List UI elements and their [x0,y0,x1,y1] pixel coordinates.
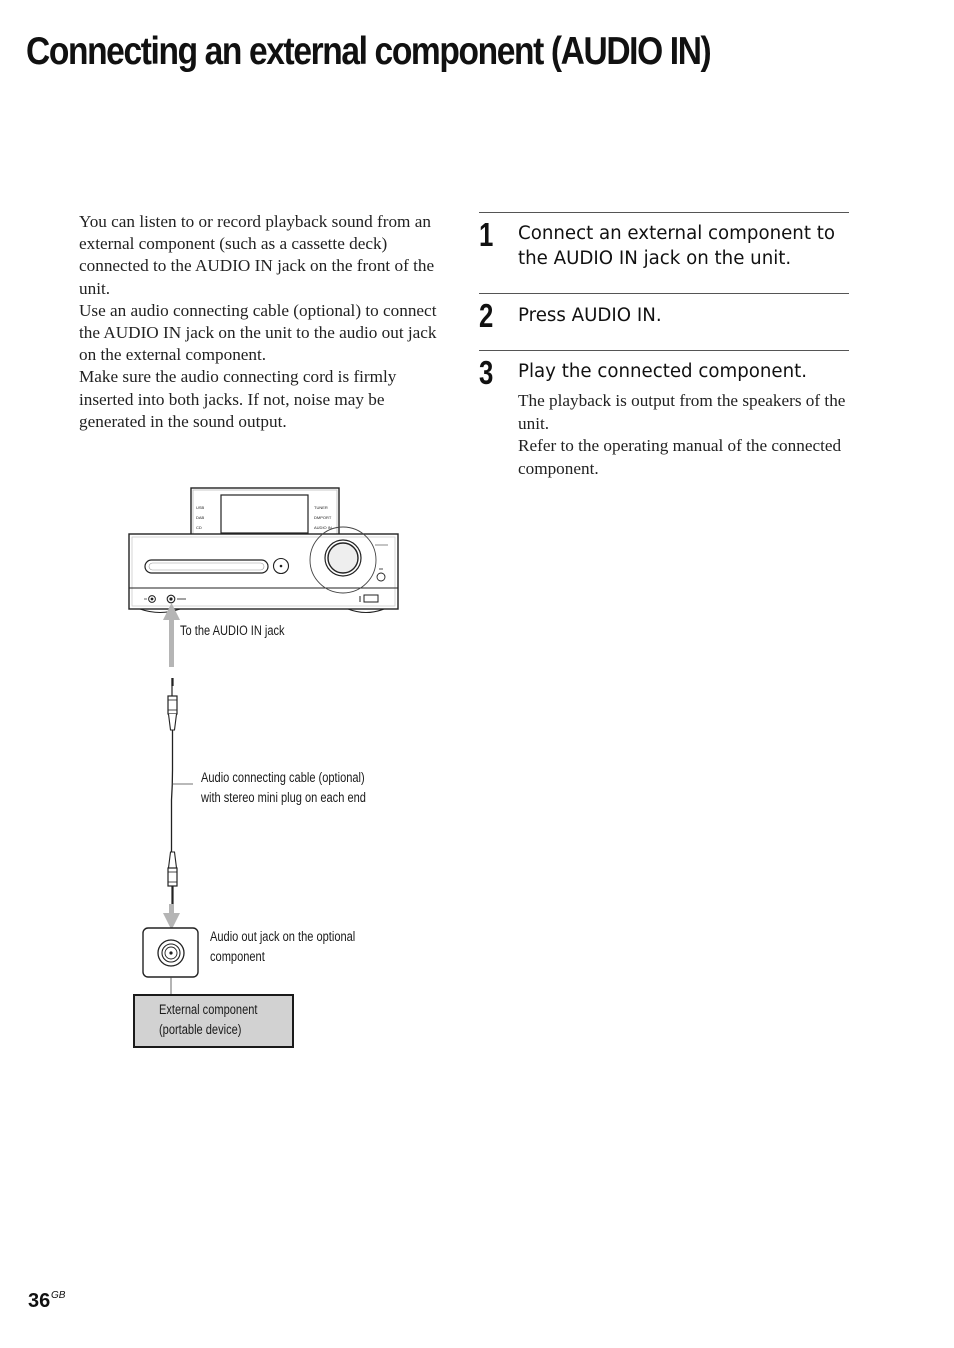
external-component-label [159,1000,257,1040]
callout-out-jack-line1: Audio out jack on the optional [210,929,356,944]
step-2-text: Press AUDIO IN. [518,305,662,326]
step-3-text: Play the connected component. [518,361,808,382]
step-divider [479,350,849,351]
external-component-line1: External component [159,1002,258,1017]
intro-text [79,211,441,433]
callout-to-audio-in-jack: To the AUDIO IN jack [180,623,285,638]
page-title: Connecting an external component (AUDIO IN) [26,30,711,73]
step-1-number: 1 [479,216,494,253]
intro-paragraph: Make sure the audio connecting cord is firmly inserted into both jacks. If not, noise may be generated in the sound output. [79,367,397,431]
callout-out-jack-line2: component [210,949,265,964]
step-3-description [518,390,853,480]
device-label: DAB [196,515,205,520]
audio-cable [168,678,193,904]
intro-paragraph: You can listen to or record playback sound from an external component (such as a cassette deck) connected to the AUDIO IN jack on the front of the unit. [79,212,435,298]
audio-system-unit [129,488,398,613]
step-3-description-line: Refer to the operating manual of the connected component. [518,436,842,478]
arrow-to-out-jack-icon [163,904,180,930]
intro-paragraph: Use an audio connecting cable (optional) to connect the AUDIO IN jack on the unit to the audio out jack on the external component. [79,300,437,365]
step-1-text: Connect an external component to the AUDIO IN jack on the unit. [518,223,835,269]
step-3-description-line: The playback is output from the speakers of the unit. [518,391,846,433]
step-divider [479,293,849,294]
device-label: CD [196,525,202,530]
device-label: USB [196,505,205,510]
step-3-number: 3 [479,354,494,391]
step-2-number: 2 [479,297,494,334]
device-label: DMPORT [314,515,332,520]
callout-cable-line2: with stereo mini plug on each end [201,790,366,805]
audio-out-jack-icon [143,928,198,994]
step-divider [479,212,849,213]
external-component-box [133,994,294,1048]
callout-cable-line1: Audio connecting cable (optional) [201,770,365,785]
device-label: TUNER [314,505,328,510]
device-label: AUDIO IN [314,525,332,530]
page-number: 36 [28,1290,51,1312]
external-component-line2: (portable device) [159,1022,242,1037]
page-number-suffix: GB [51,1290,66,1301]
